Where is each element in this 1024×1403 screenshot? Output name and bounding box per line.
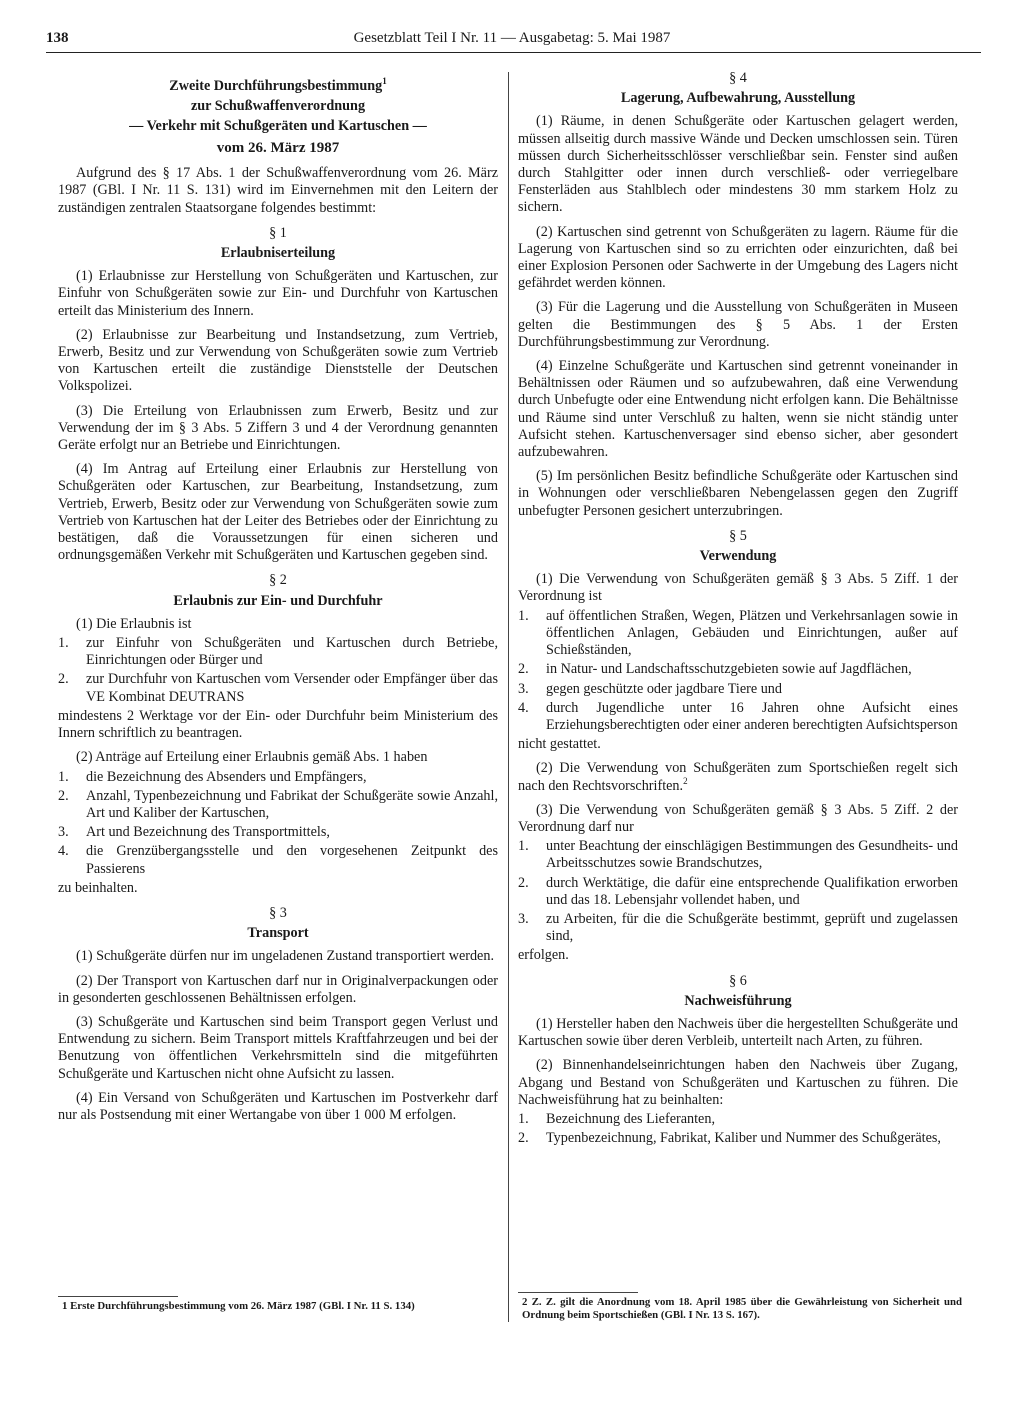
paragraph: (3) Die Erteilung von Erlaubnissen zum Erwerb, Besitz und zur Verwendung der im § 3 Abs. 5 Ziffern 3 und 4 der Verordnung genannten Geräte erfolgt nur an Betriebe und Einrichtungen.	[58, 402, 498, 454]
list-item	[58, 635, 498, 669]
footnote-rule-left	[58, 1296, 178, 1297]
paragraph-text: (2) Die Verwendung von Schußgeräten zum Sportschießen regelt sich nach den Rechtsvorschriften.	[518, 760, 958, 794]
left-column	[58, 68, 498, 1131]
section-5-number: § 5	[729, 527, 747, 544]
paragraph: (1) Hersteller haben den Nachweis über die hergestellten Schußgeräte und Kartuschen sowie über deren Verbleib, unterteilt nach Arten, zu führen.	[518, 1015, 958, 1050]
paragraph: (2) Der Transport von Kartuschen darf nur in Originalverpackungen oder in gesonderten geschlossenen Behältnissen erfolgen.	[58, 972, 498, 1006]
list-number: 2.	[518, 661, 529, 678]
list-item	[58, 788, 498, 822]
list-item	[518, 911, 958, 945]
paragraph: erfolgen.	[518, 947, 569, 964]
paragraph: (4) Ein Versand von Schußgeräten und Kartuschen im Postverkehr darf nur als Postsendung mit einer Wertangabe von über 1 000 M erfolgen.	[58, 1089, 498, 1123]
list-text: unter Beachtung der einschlägigen Bestimmungen des Gesundheits- und Arbeitsschutzes sowie Brandschutzes,	[546, 838, 958, 872]
column-divider	[508, 72, 509, 1322]
list-item	[58, 671, 498, 705]
list-number: 1.	[518, 838, 529, 855]
list-text: durch Jugendliche unter 16 Jahren ohne Aufsicht eines Erziehungsberechtigten oder einer anderen berechtigten Aufsichtsperson	[546, 699, 958, 733]
section-1-number: § 1	[269, 224, 287, 241]
list-number: 2.	[518, 874, 529, 891]
list-item	[58, 843, 498, 877]
list-text: Typenbezeichnung, Fabrikat, Kaliber und Nummer des Schußgerätes,	[546, 1130, 941, 1147]
list-number: 3.	[58, 824, 69, 841]
list-number: 2.	[58, 787, 69, 804]
list-text: zu Arbeiten, für die die Schußgeräte bestimmt, geprüft und zugelassen sind,	[546, 910, 958, 945]
paragraph: (2) Binnenhandelseinrichtungen haben den Nachweis über Zugang, Abgang und Bestand von Schußgeräten und Kartuschen zu führen. Die Nachweisführung hat zu beinhalten:	[518, 1057, 958, 1108]
footnote-rule-right	[518, 1292, 638, 1293]
title-footnote-mark: 1	[382, 76, 387, 86]
list-item	[518, 1111, 958, 1128]
list-number: 2.	[58, 671, 69, 688]
list-text: Art und Bezeichnung des Transportmittels,	[86, 824, 330, 841]
paragraph: (1) Die Erlaubnis ist	[76, 615, 192, 632]
list-item	[518, 875, 958, 909]
list-item	[58, 769, 498, 786]
paragraph: (2) Anträge auf Erteilung einer Erlaubnis gemäß Abs. 1 haben	[76, 749, 428, 766]
footnote-mark: 2	[683, 775, 688, 786]
section-5-title: Verwendung	[699, 548, 777, 565]
list-text: die Bezeichnung des Absenders und Empfängers,	[86, 768, 367, 785]
list-text: auf öffentlichen Straßen, Wegen, Plätzen und Verkehrsanlagen sowie in öffentlichen Anlagen, Gebäuden und Einrichtungen, außer auf Schießständen,	[546, 607, 958, 659]
paragraph: (4) Einzelne Schußgeräte und Kartuschen sind getrennt voneinander in Behältnissen oder Räumen und so aufzubewahren, daß eine Verwendung durch Unbefugte oder eine Entwendung nicht erfolgen kann. Die Behältnisse und Räume sind unter Verschluß zu halten, wenn sie nicht ständig unter Aufsicht stehen. Kartuschenversager sind ebenso sicher, aber gesondert aufzubewahren.	[518, 358, 958, 461]
list-number: 4.	[58, 843, 69, 860]
list-text: gegen geschützte oder jagdbare Tiere und	[546, 680, 782, 697]
list-item	[518, 1130, 958, 1147]
page-number: 138	[46, 30, 69, 46]
gazette-header-title: Gesetzblatt Teil I Nr. 11 — Ausgabetag: 5. Mai 1987	[353, 30, 671, 46]
paragraph: (3) Die Verwendung von Schußgeräten gemäß § 3 Abs. 5 Ziff. 2 der Verordnung darf nur	[518, 801, 958, 835]
section-6-number: § 6	[729, 972, 747, 989]
section-1-title: Erlaubniserteilung	[220, 245, 336, 262]
section-6-title: Nachweisführung	[684, 992, 792, 1009]
list-number: 3.	[518, 680, 529, 697]
list-number: 1.	[518, 607, 529, 624]
list-item	[518, 661, 958, 678]
right-column	[518, 68, 958, 1149]
footnote-2: 2 Z. Z. gilt die Anordnung vom 18. April 1985 über die Gewährleistung von Sicherheit und Ordnung beim Sportschießen (GBl. I Nr. 13 S. 167).	[522, 1296, 962, 1321]
paragraph: (3) Für die Lagerung und die Ausstellung von Schußgeräten in Museen gelten die Bestimmungen des § 5 Abs. 1 der Ersten Durchführungsbestimmung zur Verordnung.	[518, 299, 958, 350]
paragraph: mindestens 2 Werktage vor der Ein- oder Durchfuhr beim Ministerium des Innern schriftlich zu beantragen.	[58, 707, 498, 742]
list-number: 4.	[518, 699, 529, 716]
list-text: durch Werktätige, die dafür eine entsprechende Qualifikation erworben und das 18. Lebensjahr vollendet haben, und	[546, 874, 958, 908]
paragraph: (1) Die Verwendung von Schußgeräten gemäß § 3 Abs. 5 Ziff. 1 der Verordnung ist	[518, 571, 958, 605]
list-text: die Grenzübergangsstelle und den vorgesehenen Zeitpunkt des Passierens	[86, 843, 498, 877]
section-3-number: § 3	[269, 904, 287, 921]
list-item	[518, 838, 958, 872]
paragraph: (4) Im Antrag auf Erteilung einer Erlaubnis zur Herstellung von Schußgeräten oder Kartuschen, zur Bearbeitung, Instandsetzung, zum Vertrieb, Erwerb, Besitz oder zur Verwendung von Schußgeräten sowie zum Vertrieb von Kartuschen hat der Leiter des Betriebes oder der Einrichtung zu bestätigen, daß die Voraussetzungen für einen sicheren und ordnungsgemäßen Verkehr mit Schußgeräten und Kartuschen gegeben sind.	[58, 461, 498, 564]
list-number: 2.	[518, 1130, 529, 1147]
paragraph: (1) Räume, in denen Schußgeräte oder Kartuschen gelagert werden, müssen allseitig durch massive Wände und Decken umschlossen sein. Türen müssen durch Sicherheitsschlösser verschließbar sein. Fenster sind außen durch Stahlgitter oder innen durch verschließ- oder verriegelbare Fensterläden aus Stahlblech oder mindestens 30 mm starkem Holz zu sichern.	[518, 113, 958, 216]
paragraph: (3) Schußgeräte und Kartuschen sind beim Transport gegen Verlust und Entwendung zu sichern. Beim Transport mittels Kraftfahrzeugen und bei der Benutzung von öffentlichen Verkehrsmitteln sind die mitgeführten Schußgeräte und Kartuschen nicht ohne Aufsicht zu lassen.	[58, 1013, 498, 1082]
footnote-1: 1 Erste Durchführungsbestimmung vom 26. März 1987 (GBl. I Nr. 11 S. 134)	[62, 1300, 415, 1312]
section-2-title: Erlaubnis zur Ein- und Durchfuhr	[173, 592, 383, 609]
section-4-title: Lagerung, Aufbewahrung, Ausstellung	[620, 90, 856, 107]
preamble: Aufgrund des § 17 Abs. 1 der Schußwaffenverordnung vom 26. März 1987 (GBl. I Nr. 11 S. 131) wird im Einvernehmen mit den Leitern der zuständigen zentralen Staatsorgane folgendes bestimmt:	[58, 165, 498, 216]
list-text: Anzahl, Typenbezeichnung und Fabrikat der Schußgeräte sowie Anzahl, Art und Kaliber der Kartuschen,	[86, 787, 498, 821]
paragraph: (1) Schußgeräte dürfen nur im ungeladenen Zustand transportiert werden.	[76, 948, 494, 965]
list-text: in Natur- und Landschaftsschutzgebieten sowie auf Jagdflächen,	[546, 661, 912, 678]
section-3-title: Transport	[247, 925, 309, 942]
list-item	[518, 681, 958, 698]
paragraph: zu beinhalten.	[58, 879, 138, 896]
paragraph: nicht gestattet.	[518, 736, 601, 753]
list-item	[518, 700, 958, 734]
document-date: vom 26. März 1987	[216, 140, 340, 156]
list-number: 1.	[58, 768, 69, 785]
list-number: 1.	[58, 635, 69, 652]
list-text: zur Durchfuhr von Kartuschen vom Versender oder Empfänger über das VE Kombinat DEUTRANS	[86, 671, 498, 705]
title-line-1: Zweite Durchführungsbestimmung	[169, 78, 383, 94]
document-title	[58, 76, 498, 136]
title-line-2: zur Schußwaffenverordnung	[190, 98, 366, 114]
list-item	[518, 608, 958, 660]
section-4-number: § 4	[729, 70, 747, 86]
list-text: zur Einfuhr von Schußgeräten und Kartuschen durch Betriebe, Einrichtungen oder Bürger und	[86, 635, 498, 669]
header-rule	[46, 52, 981, 53]
paragraph: (2) Erlaubnisse zur Bearbeitung und Instandsetzung, zum Vertrieb, Erwerb, Besitz und zur Verwendung von Schußgeräten sowie zum Vertrieb von Kartuschen erteilt die zuständige Dienststelle der Deutschen Volkspolizei.	[58, 326, 498, 395]
title-line-3: — Verkehr mit Schußgeräten und Kartuschen —	[129, 118, 427, 134]
list-number: 1.	[518, 1110, 529, 1127]
list-item	[58, 824, 498, 841]
list-number: 3.	[518, 910, 529, 927]
paragraph	[518, 760, 958, 794]
paragraph: (1) Erlaubnisse zur Herstellung von Schußgeräten und Kartuschen, zur Einfuhr von Schußgeräten sowie zur Ein- und Durchfuhr von Kartuschen erteilt das Ministerium des Innern.	[58, 268, 498, 319]
paragraph: (2) Kartuschen sind getrennt von Schußgeräten zu lagern. Räume für die Lagerung von Kartuschen sind so zu errichten oder einzurichten, daß bei einer Explosion Personen oder Sachwerte in der Umgebung des Lagers nicht gefährdet werden können.	[518, 223, 958, 292]
list-text: Bezeichnung des Lieferanten,	[546, 1110, 715, 1127]
page-header	[0, 30, 1024, 50]
paragraph: (5) Im persönlichen Besitz befindliche Schußgeräte oder Kartuschen sind in Wohnungen oder verschließbaren Nebengelassen gegen den Zugriff unbefugter Personen gesichert unterzubringen.	[518, 468, 958, 519]
section-2-number: § 2	[269, 572, 287, 589]
